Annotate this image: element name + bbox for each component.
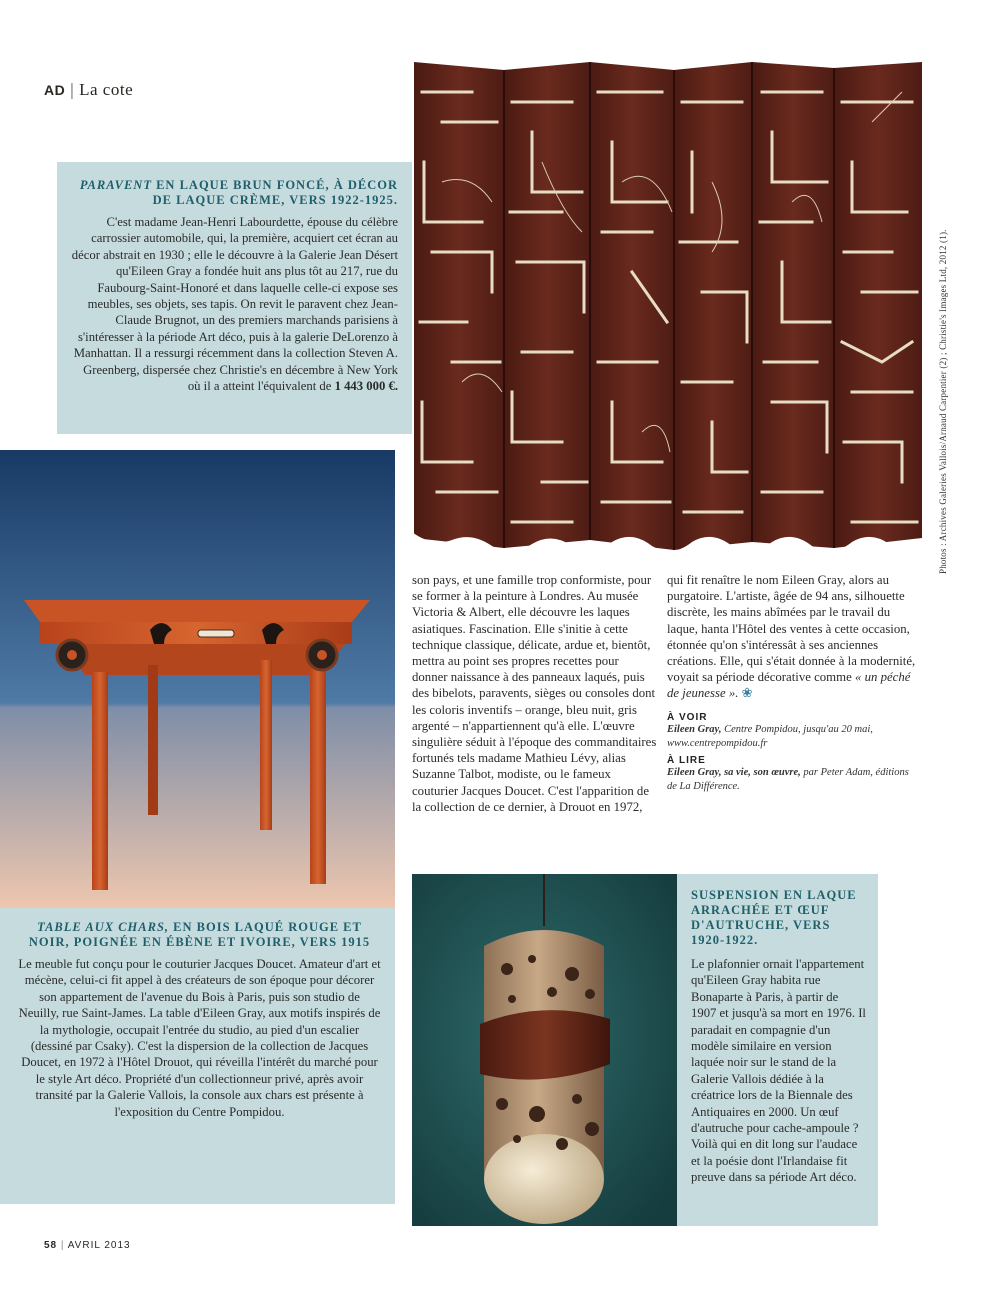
a-lire-title: Eileen Gray, sa vie, son œuvre, [667,766,801,778]
suspension-caption-title: SUSPENSION EN LAQUE ARRACHÉE ET ŒUF D'AUTRUCHE, VERS 1920-1922. [691,888,857,947]
page-folio: 58 | AVRIL 2013 [44,1240,131,1251]
paravent-body: C'est madame Jean-Henri Labourdette, épouse du célèbre carrossier automobile, qui, la première, acquiert cet écran au décor abstrait en 1930 ; elle le découvre à la Galerie Jean Désert qu'Eileen Gray a fondée huit ans plus tôt au 217, rue du Faubourg-Saint-Honoré et dans laquelle celle-ci expose ses meubles, ses objets, ses tapis. On revit le paravent chez Jean-Claude Brugnot, un des premiers marchands parisiens à s'intéresser à la période Art déco, puis à la galerie DeLorenzo à Manhattan. Il a ressurgi récemment dans la collection Steven A. Greenberg, dispersée chez Christie's en décembre à New York où il a atteint l'équivalent de [71,215,398,394]
panel-6 [834,62,922,548]
section-title: La cote [79,80,134,99]
paravent-caption-text [69,214,398,394]
panel-3 [590,62,674,550]
paravent-image [412,62,926,560]
section-header: AD | La cote [44,80,134,99]
a-voir-details: Centre Pompidou, jusqu'au 20 mai, www.centrepompidou.fr [667,723,873,749]
table-caption-title [18,920,381,950]
suspension-caption-box [677,874,878,1226]
page-number: 58 [44,1240,58,1251]
panel-5 [752,62,834,548]
table-image [0,450,395,910]
suspension-caption-text: Le plafonnier ornait l'appartement qu'Eileen Gray habita rue Bonaparte à Paris, à partir de 1907 et jusqu'à sa mort en 1976. Il paradait en compagnie d'un modèle similaire en version laquée noir sur le stand de la Galerie Vallois dédiée à la créatrice lors de la Biennale des Antiquaires en 2000. Un œuf d'autruche pour cache-ampoule ? Voilà qui en dit long sur l'audace et la poésie dont l'Irlandaise fit preuve dans sa période Art déco. [691,957,866,1185]
a-voir-title: Eileen Gray, [667,723,722,735]
paravent-title-em: PARAVENT [79,178,152,192]
a-voir-label: À VOIR [667,711,708,723]
paravent-price: 1 443 000 €. [334,379,398,394]
table-caption-text: Le meuble fut conçu pour le couturier Jacques Doucet. Amateur d'art et mécène, celui-ci fit appel à des créateurs de son époque pour décorer son appartement de l'avenue du Bois à Paris, puis son studio de Neuilly, rue Saint-James. La table d'Eileen Gray, aux motifs inspirés de la mythologie, occupait l'entrée du studio, au pied d'un escalier (dessiné par Csaky). C'est la dispersion de la collection de Jacques Doucet, en 1972 à l'Hôtel Drouot, qui réveilla l'intérêt du marché pour le style Art déco. Propriété d'un collectionneur privé, après avoir transité par la Galerie Vallois, la console aux chars est présente à l'exposition du Centre Pompidou. [18,957,381,1119]
paravent-caption-title [69,178,398,208]
photo-credit: Photos : Archives Galeries Vallois/Arnaud Carpentier (2) ; Christie's Images Ltd, 2012 (1). [938,229,948,574]
article-column-1: son pays, et une famille trop conformiste, pour se former à la peinture à Londres. Au musée Victoria & Albert, elle découvre les laques asiatiques. Fascination. Elle s'initie à cette technique classique, délicate, ardue et, bientôt, mettra au point ses propres recettes pour donner naissance à des panneaux laqués, puis des bibelots, paravents, sièges ou consoles dont les coloris inventifs – orange, bleu nuit, gris argenté – n'appartiennent qu'à elle. L'œuvre singulière séduit à l'époque des commanditaires fortunés tels madame Mathieu Lévy, alias Suzanne Talbot, modiste, ou le fameux couturier Jacques Doucet. C'est l'apparition de la collection de ce dernier, à Drouot en 1972, [412,573,657,814]
a-lire-label: À LIRE [667,754,706,766]
issue-date: AVRIL 2013 [67,1240,131,1251]
panel-1 [414,62,504,548]
a-lire-text [667,766,917,794]
paravent-caption-box [57,162,412,434]
column-2-quote: « un péché de jeunesse ». [667,670,911,701]
column-2-text [667,572,917,702]
a-voir-text [667,723,917,751]
end-mark-icon: ❀ [741,686,753,701]
paravent-title-rest: EN LAQUE BRUN FONCÉ, À DÉCOR DE LAQUE CRÈME, VERS 1922-1925. [152,178,398,207]
column-2-body: qui fit renaître le nom Eileen Gray, alors au purgatoire. L'artiste, âgée de 94 ans, silhouette discrète, les mains abîmées par le travail du laque, hanta l'Hôtel des ventes à cette occasion, étonnée qu'on s'intéressât à ses anciennes créations. Elle, qui s'était donnée à la modernité, voyait sa période décorative comme [667,573,916,685]
article-column-2 [667,572,917,794]
table-title-em: TABLE AUX CHARS, [37,920,170,934]
suspension-image [412,874,677,1226]
table-caption-box [0,908,395,1204]
a-lire-details: par Peter Adam, éditions de La Différence. [667,766,909,792]
panel-2 [504,62,590,548]
brand-logo: AD [44,82,66,98]
table-title-rest: EN BOIS LAQUÉ ROUGE ET NOIR, POIGNÉE EN ÉBÈNE ET IVOIRE, VERS 1915 [28,920,371,949]
panel-4 [674,62,752,550]
